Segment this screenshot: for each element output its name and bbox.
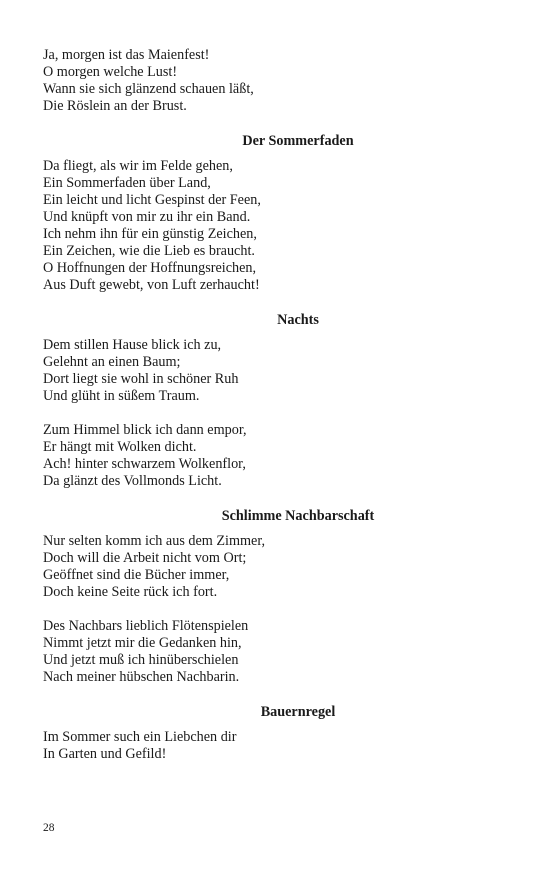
stanza (43, 158, 513, 294)
stanza (43, 533, 513, 601)
verse-line: Ich nehm ihn für ein günstig Zeichen, (43, 226, 257, 242)
poem-title: Schlimme Nachbarschaft (221, 508, 375, 524)
verse-line: Aus Duft gewebt, von Luft zerhaucht! (43, 277, 260, 293)
verse-line: Ein Sommerfaden über Land, (43, 175, 211, 191)
verse-line: Und jetzt muß ich hinüberschielen (43, 652, 239, 668)
verse-line: O Hoffnungen der Hoffnungsreichen, (43, 260, 257, 276)
stanza (43, 337, 513, 405)
verse-line: Dort liegt sie wohl in schöner Ruh (43, 371, 239, 387)
verse-line: Ein Zeichen, wie die Lieb es braucht. (43, 243, 255, 259)
verse-line: Nimmt jetzt mir die Gedanken hin, (43, 635, 242, 651)
verse-line: Doch will die Arbeit nicht vom Ort; (43, 550, 247, 566)
verse-line: Da glänzt des Vollmonds Licht. (43, 473, 222, 489)
page-number: 28 (43, 822, 55, 834)
verse-line: Ein leicht und licht Gespinst der Feen, (43, 192, 261, 208)
poem-title: Bauernregel (260, 704, 336, 720)
stanza (43, 618, 513, 686)
verse-line: Da fliegt, als wir im Felde gehen, (43, 158, 233, 174)
verse-line: Und glüht in süßem Traum. (43, 388, 200, 404)
verse-line: Nur selten komm ich aus dem Zimmer, (43, 533, 266, 549)
verse-line: Wann sie sich glänzend schauen läßt, (43, 81, 254, 97)
verse-line: Doch keine Seite rück ich fort. (43, 584, 218, 600)
verse-line: Geöffnet sind die Bücher immer, (43, 567, 230, 583)
verse-line: Die Röslein an der Brust. (43, 98, 187, 114)
verse-line: Zum Himmel blick ich dann empor, (43, 422, 247, 438)
stanza (43, 729, 513, 763)
stanza (43, 47, 513, 115)
page-content (43, 47, 513, 763)
verse-line: Und knüpft von mir zu ihr ein Band. (43, 209, 251, 225)
stanza (43, 422, 513, 490)
poem-title: Der Sommerfaden (242, 133, 354, 149)
verse-line: In Garten und Gefild! (43, 746, 167, 762)
verse-line: Nach meiner hübschen Nachbarin. (43, 669, 240, 685)
poem-title: Nachts (277, 312, 319, 328)
verse-line: Er hängt mit Wolken dicht. (43, 439, 197, 455)
verse-line: Ach! hinter schwarzem Wolkenflor, (43, 456, 246, 472)
verse-line: Ja, morgen ist das Maienfest! (43, 47, 210, 63)
verse-line: O morgen welche Lust! (43, 64, 178, 80)
verse-line: Dem stillen Hause blick ich zu, (43, 337, 222, 353)
verse-line: Gelehnt an einen Baum; (43, 354, 181, 370)
verse-line: Im Sommer such ein Liebchen dir (43, 729, 237, 745)
verse-line: Des Nachbars lieblich Flötenspielen (43, 618, 249, 634)
